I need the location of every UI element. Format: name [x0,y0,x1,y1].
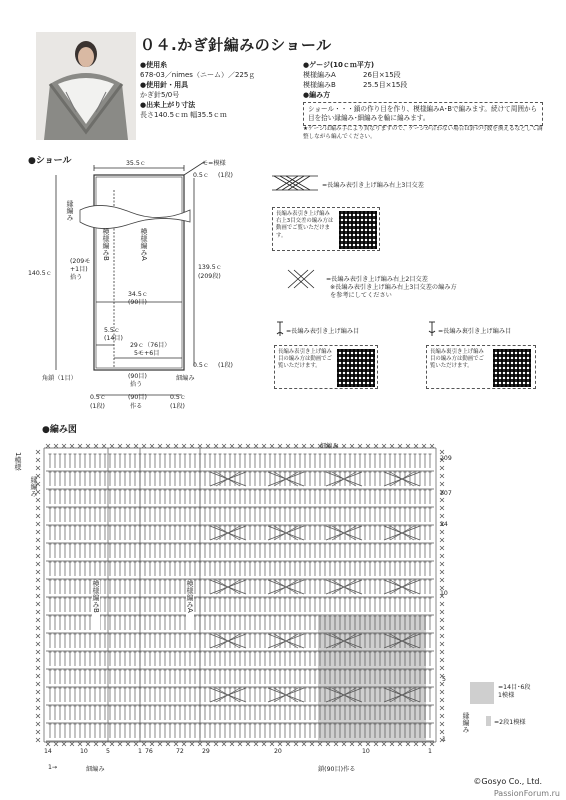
col-label-1a: 1 [428,748,432,755]
a-stitches: 5モ+6目 [134,350,160,357]
col-label-20: 20 [274,748,282,755]
chart-bottom-left: 細編み [86,766,105,773]
chart-left-edge: 縁編み [30,476,38,497]
top-rows-n: (1段) [218,172,233,179]
tools-value: かぎ針5/0号 [140,91,180,99]
left-edge-label: 縁編み [66,200,74,221]
qr-3-text: 長編み表引き上げ編み目の編み方は動画でご覧いただけます。 [278,349,332,370]
gauge-name-a: 模様編みA [303,71,336,79]
row-label-14: 14 [440,521,448,528]
symbol-2-text: =長編み表引き上げ編み右上2目交差 [326,276,428,283]
chart-pattern-b: 模様編みB [92,580,100,630]
col-label-1b: 1 [138,748,142,755]
chain-make: 作る [130,403,143,410]
bottom-rows-n: (1段) [218,362,233,369]
bottom-side-right: 0.5ｃ [170,394,187,401]
chart-left-repeat: 1模様 [14,452,22,471]
pattern-a-label: 模様編みA [140,228,148,261]
legend-row-swatch [486,716,491,726]
chain-count: (90目) [128,394,147,401]
method-footnote: ★ゲージは編み手により異なりますので、ゲージが合わない場合は針の号数を換えるなどして調整しながら編んでください。 [303,126,543,140]
col-label-5: 5 [106,748,110,755]
watermark: PassionForum.ru [493,789,560,798]
chart-bottom-chain: 鎖(90目)作る [318,766,356,773]
col-label-10a: 10 [362,748,370,755]
col-label-14: 14 [44,748,52,755]
row-label-209: 209 [440,455,452,462]
tools-heading: ●使用針・用具 [140,81,189,89]
legend-repeat-swatch [470,682,494,704]
size-value: 長さ140.5ｃｍ 幅35.5ｃｍ [140,111,227,119]
shawl-width: 35.5ｃ [126,160,146,167]
bottom-side-left-2: (1段) [90,403,105,410]
legend-repeat-text: =14目･6段 1模様 [498,684,531,699]
yarn-value: 678-03／nimes（ニーム）／225ｇ [140,71,256,79]
bottom-side-right-2: (1段) [170,403,185,410]
page-title: ０４.かぎ針編みのショール [140,36,332,54]
symbol-2-note: ※長編み表引き上げ編み右上3目交差の編み方を参考にしてください [330,284,457,299]
sc-label: 細編み [176,375,195,382]
qr-1-text: 長編み表引き上げ編み右上3目交差の編み方は動画でご覧いただけます。 [276,211,334,239]
shawl-heading: ●ショール [28,156,72,166]
gauge-name-b: 模様編みB [303,81,336,89]
edge-legend: モ=模様 [202,160,226,167]
top-rows: 0.5ｃ [193,172,210,179]
col-label-76: 76 [145,748,153,755]
legend-row-text: =2段1模様 [494,719,526,726]
chart-arrow: 1→ [48,764,58,771]
method-text: ショール・・・鎖の作り目を作り、模様編みA･Bで編みます。続けて周囲から目を拾い縁編み･細編みを輪に編みます。 [308,105,538,122]
total-length: 140.5ｃ [28,270,52,277]
row-label-10: 10 [440,590,448,597]
row-label-207: 207 [440,490,452,497]
pick-up-label: (209モ +1目) 拾う [70,258,91,281]
inner-stitches: (90目) [128,299,147,306]
a-width: 29ｃ（76目） [130,342,171,349]
col-label-10: 10 [80,748,88,755]
bottom-pick: (90目) [128,373,147,380]
row-label-5: 5 [442,676,446,683]
body-rows: (209段) [198,273,221,280]
body-length: 139.5ｃ [198,264,222,271]
chart-edge-top: 細編み [320,443,339,450]
pattern-b-label: 模様編みB [102,228,110,261]
method-heading: ●編み方 [303,91,331,99]
gauge-value-a: 26目×15段 [363,71,401,79]
b-stitches: (14目) [104,335,123,342]
bottom-rows: 0.5ｃ [193,362,210,369]
gauge-heading: ●ゲージ(10ｃｍ平方) [303,61,375,69]
chart-pattern-a: 模様編みA [186,580,194,630]
qr-4-text: 長編み裏引き上げ編み目の編み方は動画でご覧いただけます。 [430,349,484,370]
symbol-1-text: =長編み表引き上げ編み右上3目交差 [322,182,424,189]
gauge-value-b: 25.5目×15段 [363,81,408,89]
b-width: 5.5ｃ [104,327,121,334]
symbol-4-text: =長編み裏引き上げ編み目 [438,328,512,335]
col-label-72: 72 [176,748,184,755]
chart-right-edge: 縁編み [462,712,470,733]
copyright: ©Gosyo Co., Ltd. [473,777,542,786]
symbol-3-text: =長編み表引き上げ編み目 [286,328,360,335]
row-label-1: 1 [442,736,446,743]
yarn-heading: ●使用糸 [140,61,168,69]
size-heading: ●出来上がり寸法 [140,101,196,109]
col-label-29: 29 [202,748,210,755]
corner-label: 角鎖（1目） [42,375,77,382]
chart-heading: ●編み図 [42,425,77,435]
inner-width: 34.5ｃ [128,291,148,298]
bottom-side-left: 0.5ｃ [90,394,107,401]
bottom-pick-2: 拾う [130,381,143,388]
